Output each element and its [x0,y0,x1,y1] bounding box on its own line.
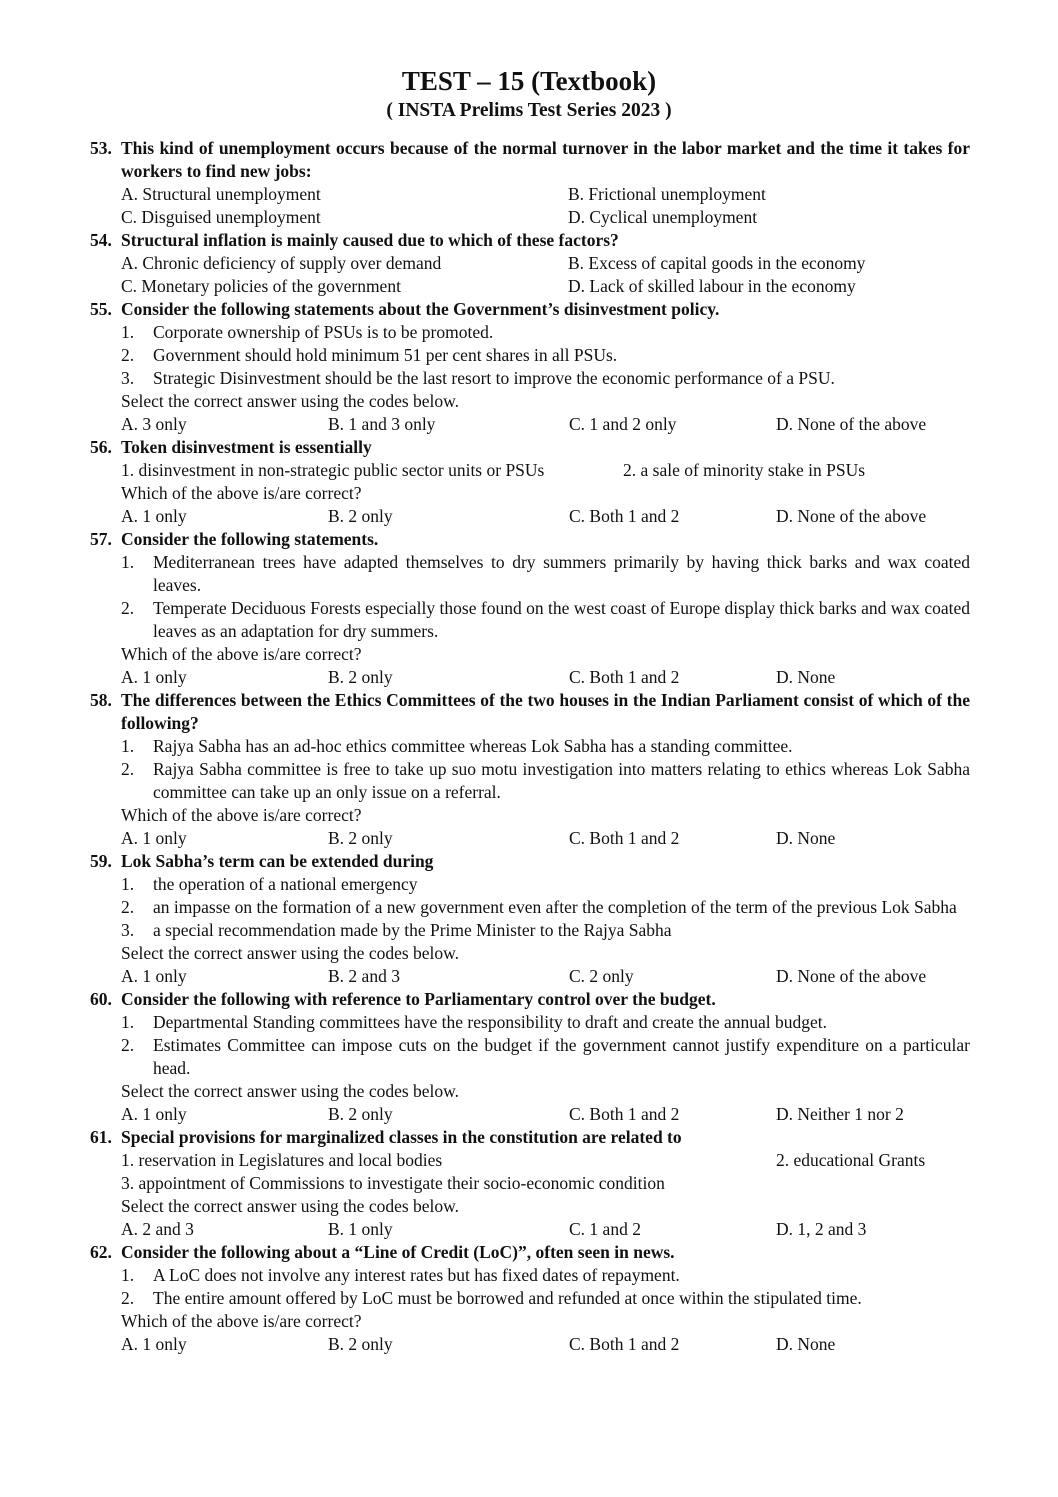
statement: 1. reservation in Legislatures and local bodies [121,1150,443,1170]
option-c: C. Both 1 and 2 [569,1104,680,1124]
statement-number: 2. [121,1035,135,1055]
statement-text: Strategic Disinvestment should be the last resort to improve the economic performance of a PSU. [153,368,835,388]
option-b: B. 2 only [328,1104,393,1124]
option-d: D. None of the above [776,414,927,434]
question-number: 57. [90,529,112,549]
option-d: D. 1, 2 and 3 [776,1219,867,1239]
question-text: The differences between the Ethics Committees of the two houses in the Indian Parliament consist of which of the following? [121,690,970,733]
options [121,1333,970,1356]
option-d: D. None of the above [776,966,927,986]
option-c: C. Both 1 and 2 [569,506,680,526]
statement-text: the operation of a national emergency [153,874,418,894]
statement [121,1034,970,1080]
options [121,965,970,988]
statement: 2. a sale of minority stake in PSUs [623,460,866,480]
question-text: Consider the following statements about the Government’s disinvestment policy. [121,299,720,319]
statement [121,344,970,367]
option-c: C. 2 only [569,966,634,986]
question-60 [90,988,970,1126]
option-d: D. Cyclical unemployment [568,207,758,227]
option-a: A. 3 only [121,414,187,434]
answer-prompt: Which of the above is/are correct? [121,805,362,825]
page-subtitle: ( INSTA Prelims Test Series 2023 ) [386,100,672,121]
option-a: A. Chronic deficiency of supply over demand [121,253,442,273]
option-b: B. 2 only [328,828,393,848]
option-a: A. Structural unemployment [121,184,321,204]
question-list [90,137,970,1356]
statement [121,919,970,942]
statement [121,735,970,758]
options [121,827,970,850]
statement-text: Temperate Deciduous Forests especially those found on the west coast of Europe display thick barks and wax coated leaves as an adaptation for dry summers. [153,598,970,641]
option-c: C. Both 1 and 2 [569,1334,680,1354]
question-number: 59. [90,851,112,871]
option-b: B. 2 and 3 [328,966,400,986]
options [121,413,970,436]
question-number: 61. [90,1127,112,1147]
option-a: A. 1 only [121,667,187,687]
statement [121,551,970,597]
option-b: B. 2 only [328,506,393,526]
statement-text: Mediterranean trees have adapted themselves to dry summers primarily by having thick barks and wax coated leaves. [153,552,970,595]
option-b: B. 2 only [328,667,393,687]
option-d: D. None [776,828,836,848]
option-a: A. 1 only [121,1104,187,1124]
statement-number: 1. [121,552,135,572]
option-c: C. Both 1 and 2 [569,828,680,848]
statement-text: Departmental Standing committees have the responsibility to draft and create the annual budget. [153,1012,828,1032]
option-d: D. Neither 1 nor 2 [776,1104,904,1124]
answer-prompt: Which of the above is/are correct? [121,644,362,664]
statement-number: 1. [121,1265,135,1285]
statement-text: a special recommendation made by the Prime Minister to the Rajya Sabha [153,920,672,940]
option-b: B. 1 and 3 only [328,414,436,434]
question-number: 55. [90,299,112,319]
option-b: B. 1 only [328,1219,393,1239]
statement [121,873,970,896]
statement-number: 2. [121,759,135,779]
option-d: D. Lack of skilled labour in the economy [568,276,856,296]
options [121,252,970,298]
statement [121,758,970,804]
option-a: A. 1 only [121,828,187,848]
page-title: TEST – 15 (Textbook) [401,66,657,96]
option-b: B. Excess of capital goods in the economy [568,253,866,273]
question-56 [90,436,970,528]
question-57 [90,528,970,689]
option-a: A. 1 only [121,1334,187,1354]
option-c: C. Monetary policies of the government [121,276,401,296]
statement-text: A LoC does not involve any interest rates but has fixed dates of repayment. [153,1265,680,1285]
statement [121,321,970,344]
question-text: Structural inflation is mainly caused due to which of these factors? [121,230,619,250]
question-59 [90,850,970,988]
statement-row [121,1149,970,1172]
statement: 3. appointment of Commissions to investigate their socio-economic condition [121,1173,665,1193]
answer-prompt: Select the correct answer using the codes below. [121,1196,460,1216]
option-c: C. 1 and 2 [569,1219,641,1239]
answer-prompt: Which of the above is/are correct? [121,1311,362,1331]
statement-number: 1. [121,736,135,756]
statement-number: 1. [121,1012,135,1032]
question-number: 53. [90,138,112,158]
answer-prompt: Which of the above is/are correct? [121,483,362,503]
option-d: D. None of the above [776,506,927,526]
statement-text: Corporate ownership of PSUs is to be promoted. [153,322,494,342]
statement-text: an impasse on the formation of a new government even after the completion of the term of the previous Lok Sabha [153,897,957,917]
question-text: Token disinvestment is essentially [121,437,372,457]
statement-number: 2. [121,598,135,618]
options [121,666,970,689]
question-58 [90,689,970,850]
options [121,183,970,229]
question-number: 58. [90,690,112,710]
statement-text: Estimates Committee can impose cuts on the budget if the government cannot justify expenditure on a particular head. [153,1035,970,1078]
question-number: 56. [90,437,112,457]
statement-text: Rajya Sabha committee is free to take up suo motu investigation into matters relating to ethics whereas Lok Sabha committee can take up an only issue on a referral. [153,759,970,802]
question-54 [90,229,970,298]
question-text: Special provisions for marginalized classes in the constitution are related to [121,1127,682,1147]
answer-prompt: Select the correct answer using the codes below. [121,1081,460,1101]
option-d: D. None [776,667,836,687]
statement-number: 2. [121,1288,135,1308]
option-c: C. Both 1 and 2 [569,667,680,687]
options [121,505,970,528]
question-number: 54. [90,230,112,250]
statement-text: Rajya Sabha has an ad-hoc ethics committee whereas Lok Sabha has a standing committee. [153,736,793,756]
statement [121,1264,970,1287]
option-b: B. 2 only [328,1334,393,1354]
answer-prompt: Select the correct answer using the codes below. [121,391,460,411]
statement [121,896,970,919]
statement: 2. educational Grants [776,1150,926,1170]
statement-number: 1. [121,874,135,894]
question-55 [90,298,970,436]
statement-number: 2. [121,897,135,917]
question-53 [90,137,970,229]
answer-prompt: Select the correct answer using the codes below. [121,943,460,963]
option-c: C. Disguised unemployment [121,207,321,227]
statement-text: Government should hold minimum 51 per cent shares in all PSUs. [153,345,618,365]
statement-number: 3. [121,920,135,940]
question-text: Consider the following statements. [121,529,379,549]
option-a: A. 2 and 3 [121,1219,194,1239]
question-number: 62. [90,1242,112,1262]
statement: 1. disinvestment in non-strategic public sector units or PSUs [121,460,545,480]
question-number: 60. [90,989,112,1009]
statement-number: 2. [121,345,135,365]
option-a: A. 1 only [121,506,187,526]
statement [121,1287,970,1310]
question-text: Consider the following about a “Line of Credit (LoC)”, often seen in news. [121,1242,675,1262]
question-62 [90,1241,970,1356]
option-a: A. 1 only [121,966,187,986]
option-b: B. Frictional unemployment [568,184,766,204]
statement [121,597,970,643]
statement-text: The entire amount offered by LoC must be borrowed and refunded at once within the stipulated time. [153,1288,862,1308]
page-header [0,64,1058,124]
statement-row [121,459,970,482]
option-c: C. 1 and 2 only [569,414,677,434]
statement [121,1011,970,1034]
statement-number: 1. [121,322,135,342]
question-text: Consider the following with reference to Parliamentary control over the budget. [121,989,716,1009]
statement [121,367,970,390]
options [121,1218,970,1241]
statement-number: 3. [121,368,135,388]
question-61 [90,1126,970,1241]
options [121,1103,970,1126]
question-text: Lok Sabha’s term can be extended during [121,851,434,871]
option-d: D. None [776,1334,836,1354]
question-text: This kind of unemployment occurs because of the normal turnover in the labor market and the time it takes for workers to find new jobs: [121,138,970,181]
